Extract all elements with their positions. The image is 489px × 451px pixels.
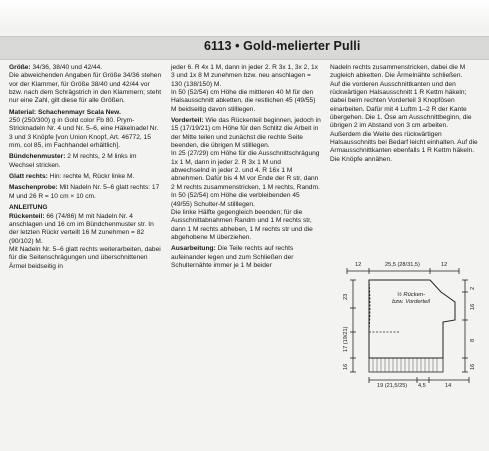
instructions-heading: ANLEITUNG <box>9 204 48 212</box>
dim-right-a: 2 <box>470 286 476 290</box>
size-text: 34/36, 38/40 und 42/44. <box>30 64 103 71</box>
crochet-paragraph: Auf die vorderen Ausschnittkanten und den rückwärtigen Halsausschnitt 1 R Kettm häkeln; dabei beim rechten Vorderteil 3 Knopfösen einarbeiten. Dafür mit 4 Luftm 1–2 R der Kante übergehen. Die 1. Öse am Ausschnittbeginn, die übrigen 2 im Abstand von 3 cm arbeiten. Außerdem die Weite des rückwärtigen Halsausschnitts bei Bedarf leicht einhalten. Auf die Armausschnittkanten ebenfalls 1 R Kettm häkeln. <box>330 80 478 155</box>
shoulder-paragraph: In 50 (52/54) cm Höhe die verbleibenden 45 (49/55) Schulter-M stilllegen. <box>171 192 300 208</box>
dim-bottom-b: 4,5 <box>418 383 426 389</box>
text-column-3 <box>330 64 478 167</box>
piece-label: ½ Rücken- bzw. Vorderteil <box>392 292 430 305</box>
stockinette-text: Hin: rechte M, Rückr linke M. <box>47 173 135 181</box>
buttons-paragraph: Die Knöpfe annähen. <box>330 155 392 163</box>
cuff-paragraph <box>9 153 162 170</box>
neckline-paragraph: In 25 (27/29) cm Höhe für die Ausschnittschrägung 1x 1 M, dann in jeder 2. R 3x 1 M und abwechselnd in jeder 2. und 4. R 16x 1 M abnehmen. Dafür bis 4 M vor Ende der R str, dann 2 M rechts zusammenstricken, 1 M rechts, Randm. <box>171 150 320 191</box>
back-label: Rückenteil: <box>9 212 45 220</box>
dim-top-mid: 25,5 (28/31,5) <box>385 262 420 268</box>
dim-side-bottom: 16 <box>343 363 349 370</box>
stockinette-label: Glatt rechts: <box>9 173 48 181</box>
cuff-text: 2 M rechts, 2 M links im Wechsel stricken. <box>9 153 137 169</box>
finishing-paragraph <box>171 245 321 270</box>
front-paragraph <box>171 117 321 150</box>
dim-top-right: 12 <box>441 262 448 268</box>
finishing-label: Ausarbeitung: <box>171 245 216 253</box>
material-label: Material: Schachenmayr Scala New. <box>9 108 121 116</box>
front-text: Wie das Rückenteil beginnen, jedoch in 15 (17/19/21) cm Höhe für den Schlitz die Arbeit in der Mitte teilen und zunächst die rechte Seite beenden, die übrigen M stilllegen. <box>171 117 321 150</box>
title-bar <box>0 36 489 60</box>
gauge-paragraph <box>9 184 162 201</box>
pattern-schematic <box>329 262 481 392</box>
dim-side-mid: 17 (19/21) <box>343 326 349 352</box>
size-label: Größe: <box>9 64 31 71</box>
back-text: 66 (74/86) M mit Nadeln Nr. 4 anschlagen und 16 cm im Bündchenmuster str. In der letzten Rückr verteilt 16 M zunehmen = 82 (90/102) M. <box>9 212 154 245</box>
dim-side-top: 23 <box>343 293 349 300</box>
back-paragraph-2: Mit Nadeln Nr. 5–6 glatt rechts weiterarbeiten, dabei für die Seitenschrägungen und überschnittenen Ärmel beidseitig in <box>9 245 161 270</box>
text-column-2 <box>171 64 321 273</box>
page-top-edge <box>0 0 489 28</box>
gauge-label: Maschenprobe: <box>9 184 58 192</box>
back-paragraph <box>9 213 162 246</box>
finishing-text: Die Teile rechts auf rechts aufeinander legen und zum Schließen der Schulternähte immer je 1 M beider <box>171 245 294 269</box>
left-half-paragraph: Die linke Hälfte gegengleich beenden; für die Ausschnittabnahmen Randm und 1 M rechts str, dann 1 M rechts abheben, 1 M rechts str und die abgehobene M überziehen. <box>171 208 313 241</box>
dim-bottom-a: 19 (21,5/25) <box>377 383 408 389</box>
neck-paragraph: In 50 (52/54) cm Höhe die mittleren 40 M für den Halsausschnitt abketten, die restlichen 45 (49/55) M beidseitig davon stilllegen. <box>171 89 316 113</box>
cuff-label: Bündchenmuster: <box>9 153 66 161</box>
size-paragraph <box>9 64 162 106</box>
increase-paragraph: jeder 6. R 4x 1 M, dann in jeder 2. R 3x 1, 3x 2, 1x 3 und 1x 8 M zunehmen bzw. neu anschlagen = 130 (138/150) M. <box>171 64 318 88</box>
front-label: Vorderteil: <box>171 117 204 125</box>
schematic-drawing <box>329 262 481 392</box>
dim-right-c: 8 <box>470 338 476 342</box>
gauge-text: Mit Nadeln Nr. 5–6 glatt rechts: 17 M und 26 R = 10 cm × 10 cm. <box>9 184 160 200</box>
text-column-1 <box>9 64 162 274</box>
page-title: 6113 • Gold-melierter Pulli <box>204 39 361 53</box>
seam-paragraph: Nadeln rechts zusammenstricken, dabei die M zugleich abketten. Die Ärmelnähte schließen. <box>330 64 466 80</box>
stockinette-paragraph <box>9 173 162 181</box>
dim-top-left: 12 <box>355 262 362 268</box>
dim-right-d: 16 <box>470 363 476 370</box>
size-note: Die abweichenden Angaben für Größe 34/36 stehen vor der Klammer, für Größe 38/40 und 42/44 vor bzw. nach dem Schrägstrich in den Klammern; steht nur eine Zahl, gilt diese für alle Größen. <box>9 72 162 105</box>
dim-bottom-c: 14 <box>445 383 452 389</box>
material-text: 250 (250/300) g in Gold color Fb 80. Prym-Stricknadeln Nr. 4 und Nr. 5–6, eine Häkelnadel Nr. 3 und 3 Knöpfe [von Union Knopf, Art. 46772, 15 mm, col 85, im Fachhandel erhältlich]. <box>9 117 159 150</box>
dim-right-b: 16 <box>470 303 476 310</box>
material-paragraph <box>9 109 162 151</box>
